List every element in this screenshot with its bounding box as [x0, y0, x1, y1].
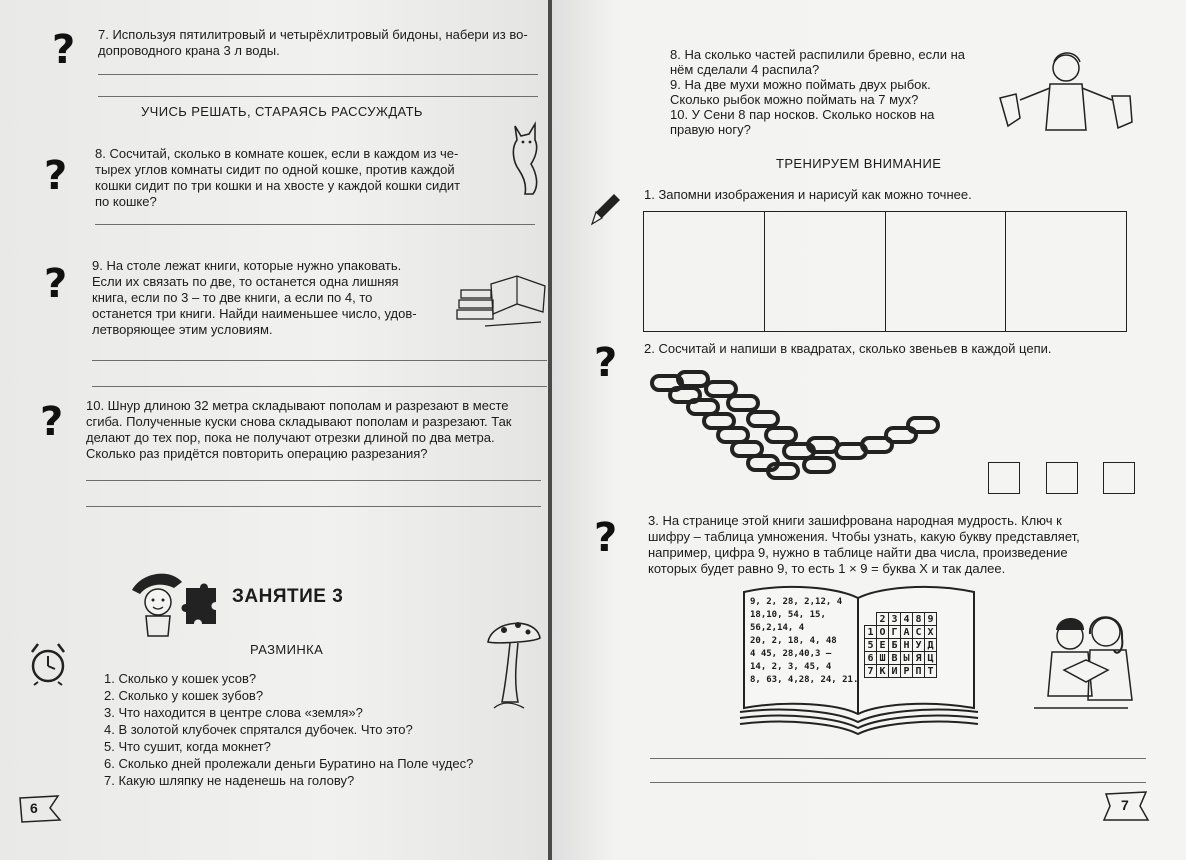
- table-cell: А: [901, 626, 913, 639]
- answer-line: [86, 506, 541, 507]
- task9-line5: летворяющее этим условиям.: [92, 322, 273, 337]
- task10-line2: сгиба. Полученные куски снова складывают пополам и разрезают. Так: [86, 414, 512, 429]
- cipher-table: [864, 612, 937, 678]
- left-page: [0, 0, 548, 860]
- mushroom-illustration: [484, 612, 544, 716]
- boy-with-socks-illustration: [992, 48, 1140, 134]
- answer-line: [98, 74, 538, 75]
- warmup-question: 4. В золотой клубочек спрятался дубочек. Что это?: [104, 722, 413, 737]
- table-cell: [865, 613, 877, 626]
- table-cell: С: [913, 626, 925, 639]
- answer-line: [650, 758, 1146, 759]
- task9-line4: останется три книги. Найди наименьшее число, удов-: [92, 306, 417, 321]
- warmup-question: 6. Сколько дней пролежали деньги Буратино на Поле чудес?: [104, 756, 474, 771]
- riddle-8-line1: 8. На сколько частей распилили бревно, если на: [670, 47, 966, 62]
- task9-line3: книга, если по 3 – то две книги, а если по 4, то: [92, 290, 373, 305]
- table-cell: 3: [889, 613, 901, 626]
- task9-line1: 9. На столе лежат книги, которые нужно упаковать.: [92, 258, 402, 273]
- table-cell: Я: [913, 652, 925, 665]
- cipher-line: 18,10, 54, 15,: [750, 610, 826, 620]
- riddle-9-line1: 9. На две мухи можно поймать двух рыбок.: [670, 77, 931, 92]
- task10-line4: Сколько раз придётся повторить операцию разрезания?: [86, 446, 428, 461]
- table-cell: В: [889, 652, 901, 665]
- warmup-question: 2. Сколько у кошек зубов?: [104, 688, 264, 703]
- page-number-flag-icon: [18, 794, 64, 824]
- chain-answer-box[interactable]: [1046, 462, 1078, 494]
- riddle-10-line1: 10. У Сени 8 пар носков. Сколько носков на: [670, 107, 935, 122]
- table-cell: 5: [865, 639, 877, 652]
- table-cell: Р: [901, 665, 913, 678]
- riddle-8-line2: нём сделали 4 распила?: [670, 62, 820, 77]
- table-cell: 7: [865, 665, 877, 678]
- pencil-icon: [588, 190, 622, 228]
- question-mark-pencil-icon: ?: [44, 153, 68, 199]
- riddle-10-line2: правую ногу?: [670, 122, 751, 137]
- alarm-clock-icon: [28, 640, 68, 686]
- table-cell: Е: [877, 639, 889, 652]
- table-cell: Д: [925, 639, 937, 652]
- table-cell: П: [913, 665, 925, 678]
- cipher-line: 8, 63, 4,28, 24, 21.: [750, 675, 859, 685]
- cipher-table-row: [865, 665, 937, 678]
- answer-line: [95, 224, 535, 225]
- task3-line2: шифру – таблица умножения. Чтобы узнать, какую букву представляет,: [648, 529, 1080, 544]
- task8-line4: по кошке?: [95, 194, 157, 209]
- cipher-table-row: [865, 613, 937, 626]
- cipher-table-row: [865, 626, 937, 639]
- cipher-text: [750, 596, 858, 687]
- answer-line: [92, 360, 547, 361]
- cipher-table-row: [865, 639, 937, 652]
- table-cell: У: [913, 639, 925, 652]
- drawing-grid[interactable]: [643, 211, 1127, 332]
- cipher-table-row: [865, 652, 937, 665]
- table-cell: И: [889, 665, 901, 678]
- table-cell: Т: [925, 665, 937, 678]
- books-illustration: [455, 270, 547, 334]
- cipher-line: 20, 2, 18, 4, 48: [750, 636, 837, 646]
- table-cell: 1: [865, 626, 877, 639]
- table-cell: 9: [925, 613, 937, 626]
- table-cell: Б: [889, 639, 901, 652]
- drawing-cell[interactable]: [765, 212, 886, 331]
- warmup-question: 1. Сколько у кошек усов?: [104, 671, 257, 686]
- question-mark-pencil-icon: ?: [44, 261, 68, 307]
- drawing-cell[interactable]: [886, 212, 1007, 331]
- right-page: [552, 0, 1186, 860]
- table-cell: Н: [901, 639, 913, 652]
- children-reading-illustration: [1028, 600, 1140, 716]
- lesson-title: ЗАНЯТИЕ 3: [232, 586, 344, 607]
- task1-text: 1. Запомни изображения и нарисуй как можно точнее.: [644, 187, 972, 202]
- table-cell: 6: [865, 652, 877, 665]
- warmup-question: 3. Что находится в центре слова «земля»?: [104, 705, 363, 720]
- cipher-line: 56,2,14, 4: [750, 623, 805, 633]
- table-cell: Ш: [877, 652, 889, 665]
- task8-line1: 8. Сосчитай, сколько в комнате кошек, если в каждом из че-: [95, 146, 459, 161]
- question-mark-pencil-icon: ?: [40, 399, 64, 445]
- riddle-9-line2: Сколько рыбок можно поймать на 7 мух?: [670, 92, 919, 107]
- task8-line3: кошки сидит по три кошки и на хвосте у каждой кошки сидит: [95, 178, 461, 193]
- wizard-boy-puzzle-illustration: [122, 566, 220, 640]
- cat-illustration: [505, 118, 547, 198]
- question-mark-eye-icon: ?: [594, 340, 618, 386]
- table-cell: О: [877, 626, 889, 639]
- table-cell: 2: [877, 613, 889, 626]
- task9-line2: Если их связать по две, то останется одна лишняя: [92, 274, 399, 289]
- task3-line1: 3. На странице этой книги зашифрована народная мудрость. Ключ к: [648, 513, 1062, 528]
- task10-line1: 10. Шнур длиною 32 метра складывают пополам и разрезают в месте: [86, 398, 509, 413]
- warmup-question: 5. Что сушит, когда мокнет?: [104, 739, 271, 754]
- question-mark-eye-icon: ?: [594, 515, 618, 561]
- task10-line3: делают до тех пор, пока не получают отрезки длиной по два метра.: [86, 430, 495, 445]
- task2-text: 2. Сосчитай и напиши в квадратах, сколько звеньев в каждой цепи.: [644, 341, 1052, 356]
- drawing-cell[interactable]: [1006, 212, 1126, 331]
- section-heading-reasoning: УЧИСЬ РЕШАТЬ, СТАРАЯСЬ РАССУЖДАТЬ: [141, 104, 423, 119]
- table-cell: Ц: [925, 652, 937, 665]
- chain-answer-box[interactable]: [1103, 462, 1135, 494]
- task3-line3: например, цифра 9, нужно в таблице найти два числа, произведение: [648, 545, 1068, 560]
- table-cell: Г: [889, 626, 901, 639]
- warmup-question: 7. Какую шляпку не наденешь на голову?: [104, 773, 355, 788]
- task7-line1: 7. Используя пятилитровый и четырёхлитровый бидоны, набери из во-: [98, 27, 528, 42]
- drawing-cell[interactable]: [644, 212, 765, 331]
- table-cell: К: [877, 665, 889, 678]
- answer-line: [86, 480, 541, 481]
- question-mark-icon: ?: [52, 27, 76, 73]
- table-cell: 8: [913, 613, 925, 626]
- cipher-line: 14, 2, 3, 45, 4: [750, 662, 832, 672]
- table-cell: 4: [901, 613, 913, 626]
- answer-line: [650, 782, 1146, 783]
- page-number: 7: [1121, 797, 1129, 813]
- table-cell: Х: [925, 626, 937, 639]
- chain-answer-box[interactable]: [988, 462, 1020, 494]
- chains-illustration: [648, 368, 944, 492]
- warmup-heading: РАЗМИНКА: [250, 642, 324, 657]
- task3-line4: которых будет равно 9, то есть 1 × 9 = буква Х и так далее.: [648, 561, 1006, 576]
- answer-line: [98, 96, 538, 97]
- task7-line2: допроводного крана 3 л воды.: [98, 43, 280, 58]
- answer-line: [92, 386, 547, 387]
- section-heading-attention: ТРЕНИРУЕМ ВНИМАНИЕ: [776, 156, 942, 171]
- page-number: 6: [30, 800, 38, 816]
- cipher-line: 4 45, 28,40,3 –: [750, 649, 832, 659]
- cipher-line: 9, 2, 28, 2,12, 4: [750, 597, 843, 607]
- table-cell: Ы: [901, 652, 913, 665]
- task8-line2: тырех углов комнаты сидит по одной кошке, против каждой: [95, 162, 455, 177]
